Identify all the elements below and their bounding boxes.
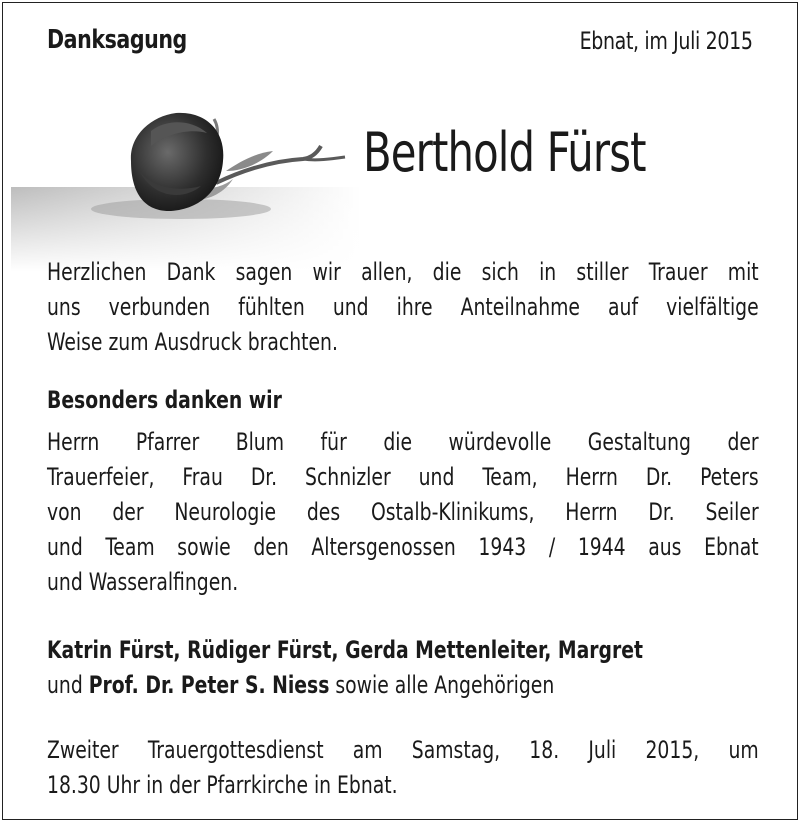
thanks-heading: [47, 383, 759, 418]
text-line: Trauerfeier, Frau Dr. Schnizler und Team, Herrn Dr. Peters: [47, 463, 759, 491]
thanks-paragraph: [47, 425, 759, 600]
signature-line-2: [47, 668, 759, 703]
signature-prefix: und: [47, 671, 83, 699]
text-line: Weise zum Ausdruck brachten.: [47, 328, 338, 356]
deceased-name: Berthold Fürst: [363, 121, 646, 184]
rose-image: [11, 91, 361, 271]
signature-name: Prof. Dr. Peter S. Niess: [88, 671, 330, 699]
text-line: von der Neurologie des Ostalb-Klinikums, Herrn Dr. Seiler: [47, 498, 759, 526]
obituary-notice: [2, 2, 798, 820]
service-notice: [47, 733, 759, 803]
heading-text: Besonders danken wir: [47, 386, 282, 414]
signatures: [47, 633, 759, 703]
text-line: und Team sowie den Altersgenossen 1943 / 1944 aus Ebnat: [47, 533, 759, 561]
text-line: Zweiter Trauergottesdienst am Samstag, 18. Juli 2015, um: [47, 736, 759, 764]
signature-suffix: sowie alle Angehörigen: [335, 671, 555, 699]
text-line: und Wasseralfingen.: [47, 568, 239, 596]
gratitude-paragraph: [47, 255, 759, 360]
text-line: Herrn Pfarrer Blum für die würdevolle Gestaltung der: [47, 428, 759, 456]
header-date: Ebnat, im Juli 2015: [580, 27, 753, 55]
text-line: 18.30 Uhr in der Pfarrkirche in Ebnat.: [47, 771, 398, 799]
text-line: uns verbunden fühlten und ihre Anteilnahme auf vielfältige: [47, 293, 759, 321]
signature-line: Katrin Fürst, Rüdiger Fürst, Gerda Mettenleiter, Margret: [47, 636, 644, 664]
header-label: Danksagung: [47, 25, 187, 55]
text-line: Herzlichen Dank sagen wir allen, die sich in stiller Trauer mit: [47, 258, 759, 286]
